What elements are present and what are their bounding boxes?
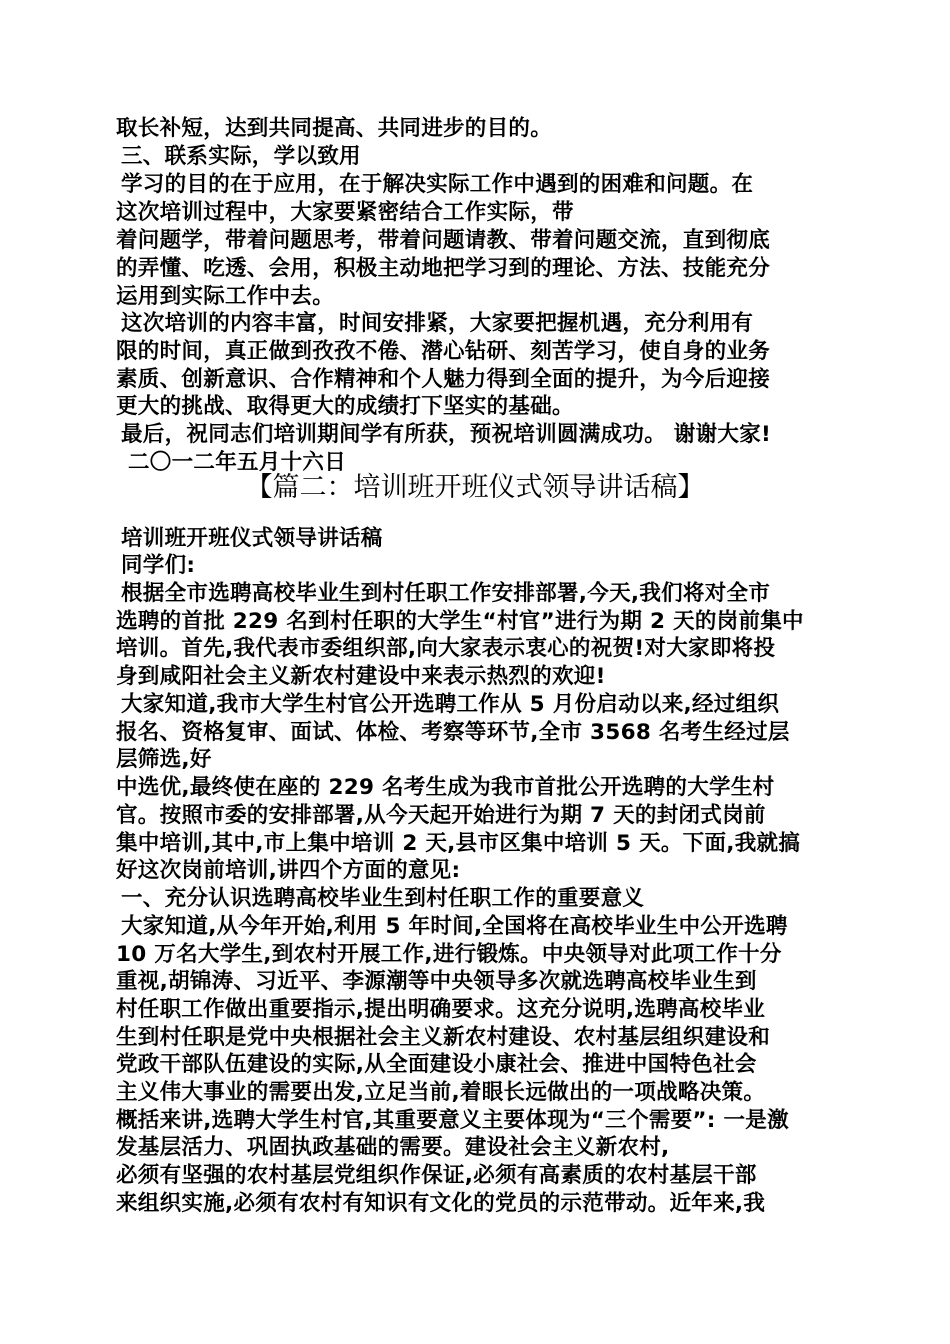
date-line: 二〇一二年五月十六日 xyxy=(128,450,347,475)
text-line: 这次培训过程中，大家要紧密结合工作实际，带 xyxy=(116,200,574,225)
text-line: 村任职工作做出重要指示,提出明确要求。这充分说明,选聘高校毕业 xyxy=(116,997,766,1022)
text-line: 大家知道,我市大学生村官公开选聘工作从 5 月份启动以来,经过组织 xyxy=(121,692,780,717)
text-line: 素质、创新意识、合作精神和个人魅力得到全面的提升，为今后迎接 xyxy=(116,367,771,392)
text-line: 集中培训,其中,市上集中培训 2 天,县市区集中培训 5 天。下面,我就搞 xyxy=(116,831,801,856)
text-line: 大家知道,从今年开始,利用 5 年时间,全国将在高校毕业生中公开选聘 xyxy=(121,914,788,939)
text-line: 生到村任职是党中央根据社会主义新农村建设、农村基层组织建设和 xyxy=(116,1025,771,1050)
text-line: 层筛选,好 xyxy=(116,747,212,772)
text-line: 根据全市选聘高校毕业生到村任职工作安排部署,今天,我们将对全市 xyxy=(121,581,771,606)
text-line: 学习的目的在于应用，在于解决实际工作中遇到的困难和问题。在 xyxy=(121,172,754,197)
salutation: 同学们: xyxy=(121,553,196,578)
text-line: 主义伟大事业的需要出发,立足当前,着眼长远做出的一项战略决策。 xyxy=(116,1080,766,1105)
text-line: 着问题学，带着问题思考，带着问题请教、带着问题交流，直到彻底 xyxy=(116,228,771,253)
text-line: 10 万名大学生,到农村开展工作,进行锻炼。中央领导对此项工作十分 xyxy=(116,942,782,967)
text-line: 概括来讲,选聘大学生村官,其重要意义主要体现为“三个需要”: 一是激 xyxy=(116,1108,789,1133)
text-line: 党政干部队伍建设的实际,从全面建设小康社会、推进中国特色社会 xyxy=(116,1052,757,1077)
text-line: 运用到实际工作中去。 xyxy=(116,284,335,309)
text-line: 更大的挑战、取得更大的成绩打下坚实的基础。 xyxy=(116,394,574,419)
text-line: 报名、资格复审、面试、体检、考察等环节,全市 3568 名考生经过层 xyxy=(116,720,790,745)
text-line: 这次培训的内容丰富，时间安排紧，大家要把握机遇，充分利用有 xyxy=(121,311,754,336)
text-line: 必须有坚强的农村基层党组织作保证,必须有高素质的农村基层干部 xyxy=(116,1163,757,1188)
text-line: 取长补短，达到共同提高、共同进步的目的。 xyxy=(116,116,553,141)
text-line: 来组织实施,必须有农村有知识有文化的党员的示范带动。近年来,我 xyxy=(116,1191,766,1216)
text-line: 好这次岗前培训,讲四个方面的意见: xyxy=(116,858,461,883)
section-heading-1: 一、充分认识选聘高校毕业生到村任职工作的重要意义 xyxy=(121,886,645,911)
text-line: 身到咸阳社会主义新农村建设中来表示热烈的欢迎! xyxy=(116,664,606,689)
section-heading-3: 三、联系实际，学以致用 xyxy=(121,144,361,169)
closing-line: 最后，祝同志们培训期间学有所获，预祝培训圆满成功。 谢谢大家! xyxy=(121,422,772,447)
text-line: 中选优,最终使在座的 229 名考生成为我市首批公开选聘的大学生村 xyxy=(116,775,775,800)
section-title: 【篇二：培训班开班仪式领导讲话稿】 xyxy=(245,472,705,503)
text-line: 选聘的首批 229 名到村任职的大学生“村官”进行为期 2 天的岗前集中 xyxy=(116,609,804,634)
text-line: 发基层活力、巩固执政基础的需要。建设社会主义新农村, xyxy=(116,1135,670,1160)
text-line: 培训。首先,我代表市委组织部,向大家表示衷心的祝贺!对大家即将投 xyxy=(116,636,776,661)
text-line: 官。按照市委的安排部署,从今天起开始进行为期 7 天的封闭式岗前 xyxy=(116,803,766,828)
speech-title: 培训班开班仪式领导讲话稿 xyxy=(121,526,383,551)
text-line: 限的时间，真正做到孜孜不倦、潜心钻研、刻苦学习，使自身的业务 xyxy=(116,339,771,364)
text-line: 的弄懂、吃透、会用，积极主动地把学习到的理论、方法、技能充分 xyxy=(116,256,771,281)
text-line: 重视,胡锦涛、习近平、李源潮等中央领导多次就选聘高校毕业生到 xyxy=(116,969,757,994)
